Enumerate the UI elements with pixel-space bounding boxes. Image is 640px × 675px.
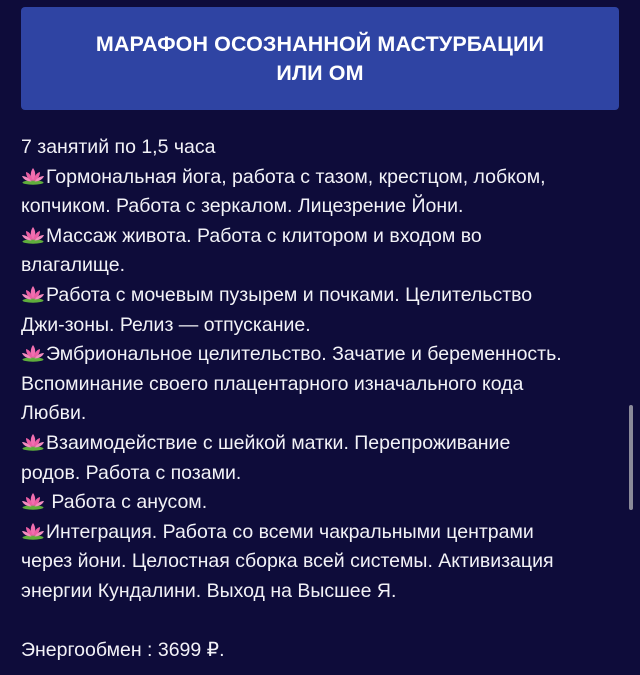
list-item: Работа с мочевым пузырем и почками. Целительство	[21, 281, 621, 311]
list-item: Взаимодействие с шейкой матки. Перепроживание	[21, 429, 621, 459]
post-title-line1: МАРАФОН ОСОЗНАННОЙ МАСТУРБАЦИИ	[95, 31, 545, 56]
lotus-icon	[21, 433, 45, 451]
list-item-continuation: родов. Работа с позами.	[21, 461, 242, 484]
list-item-continuation: Вспоминание своего плацентарного изначального кода	[21, 372, 524, 395]
scrollbar[interactable]	[629, 405, 633, 510]
price-text: Энергообмен : 3699 ₽.	[21, 639, 225, 662]
spacer	[21, 607, 621, 637]
list-item-continuation: Джи-зоны. Релиз — отпускание.	[21, 313, 311, 336]
list-item: Интеграция. Работа со всеми чакральными центрами	[21, 518, 621, 548]
list-item: Гормональная йога, работа с тазом, крестцом, лобком,	[21, 163, 621, 193]
list-item: Эмбриональное целительство. Зачатие и беременность.	[21, 340, 621, 370]
lotus-icon	[21, 492, 45, 510]
lotus-icon	[21, 522, 45, 540]
lotus-icon	[21, 285, 45, 303]
lotus-icon	[21, 167, 45, 185]
post-body	[21, 133, 621, 666]
list-item: Работа с анусом.	[21, 488, 621, 518]
list-item-continuation: энергии Кундалини. Выход на Высшее Я.	[21, 579, 397, 602]
lotus-icon	[21, 226, 45, 244]
list-item-continuation: копчиком. Работа с зеркалом. Лицезрение Йони.	[21, 195, 464, 218]
list-item: Массаж живота. Работа с клитором и входом во	[21, 222, 621, 252]
list-item-continuation: влагалище.	[21, 254, 126, 277]
post-title-line2: ИЛИ ОМ	[276, 60, 364, 85]
post-intro: 7 занятий по 1,5 часа	[21, 136, 216, 158]
list-item-continuation: через йони. Целостная сборка всей системы. Активизация	[21, 550, 554, 573]
list-item-continuation: Любви.	[21, 402, 87, 425]
post-header-card	[21, 7, 619, 110]
lotus-icon	[21, 344, 45, 362]
